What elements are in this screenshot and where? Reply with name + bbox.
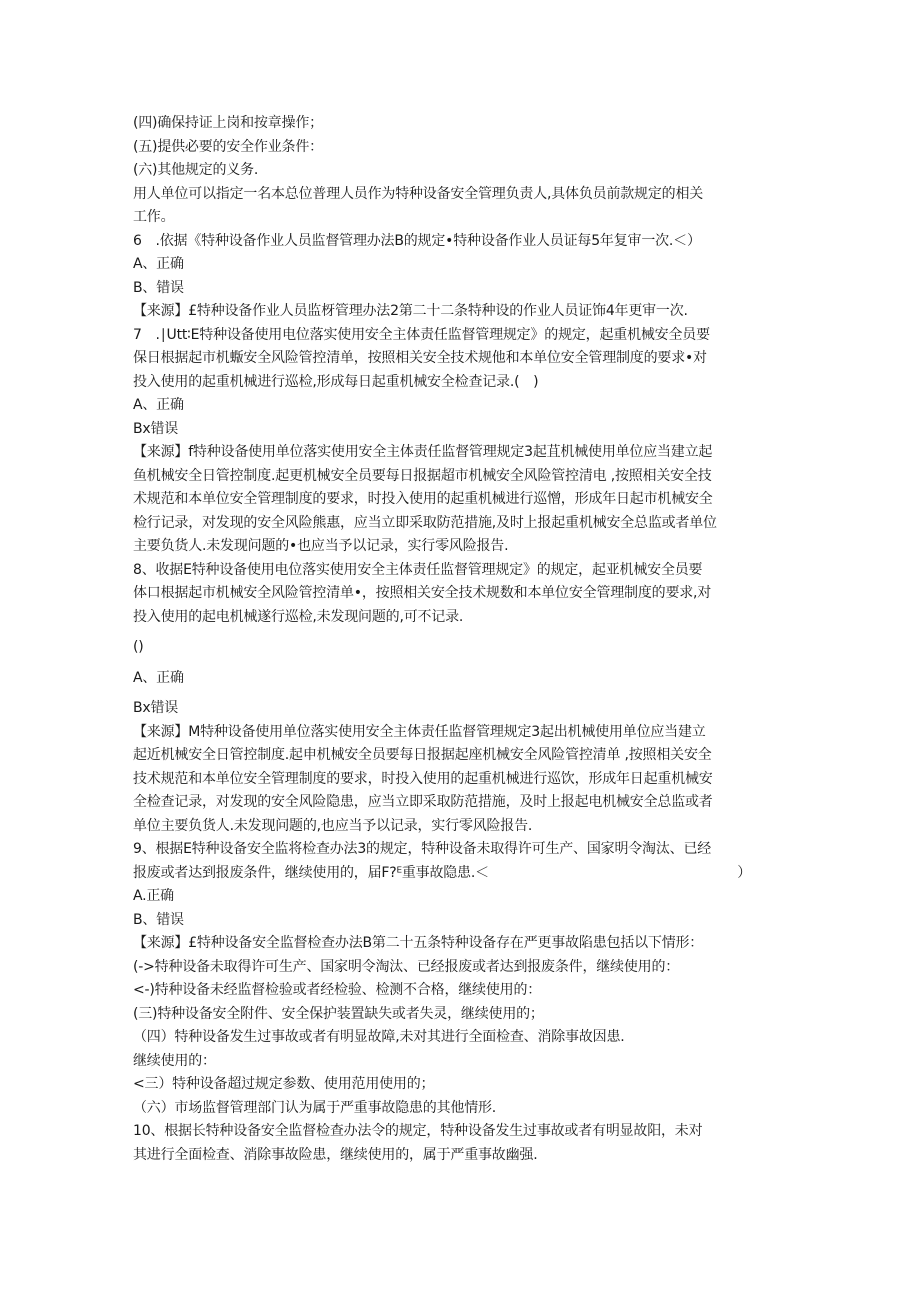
source-note: 【来源】M特种设备使用单位落实使用安全主体责任监督管理规定3起出机械使用单位应当建立: [133, 723, 706, 740]
text-line: 起近机械安全日管控制度.起申机械安全员要每日报据起座机械安全风险管控清单 ,按照相关安全: [133, 747, 712, 763]
text-line: (六)其他规定的义务.: [133, 162, 259, 178]
text-line: 主要负货人.未发现问题的•也应当予以记录，实行零风险报告.: [133, 538, 509, 554]
text-line: 工作。: [133, 209, 175, 225]
answer-blank: (): [133, 639, 144, 655]
question-6: 6 .依据《特种设备作业人员监督管理办法B的规定•特种设备作业人员证每5年复审一次.＜）: [133, 232, 701, 249]
source-note: 【来源】£特种设备作业人员监枒管理办法2第二十二条特种设的作业人员证饰4年更审一次.: [133, 303, 688, 319]
option-a: A.正确: [133, 888, 174, 904]
text-line: 用人单位可以指定一名本总位普理人员作为特种设备安全管理负责人,具体负员前款规定的相关: [133, 185, 704, 202]
option-b: B、错误: [133, 279, 184, 296]
list-item: (三)特种设备安全附件、安全保护装置缺失或者失灵，继续使用的；: [133, 1005, 544, 1022]
text-line: 投入使用的起电机械遂行巡检,未发现问题的,可不记录.: [133, 608, 464, 625]
option-b: Bx错误: [133, 420, 179, 437]
text-line: (五)提供必要的安全作业条件：: [133, 138, 323, 155]
option-a: A、正确: [133, 256, 184, 272]
text-line: 继续使用的：: [133, 1052, 216, 1069]
source-note: 【来源】£特种设备安全监督检查办法B第二十五条特种设备存在严更事故陷患包括以下情形：: [133, 935, 704, 951]
question-10: 10、根据长特种设备安全监督检查办法令的规定，特种设备发生过事故或者有明显故阳，未对: [133, 1123, 703, 1139]
text-line: 报废或者达到报废条件，继续使用的，届F?ᴱ重事故隐患.＜ ）: [133, 864, 752, 881]
list-item: <三）特种设备超过规定参数、使用范用使用的；: [133, 1076, 435, 1092]
option-a: A、正确: [133, 397, 184, 413]
list-item: <-)特种设备未经监督检验或者经检验、检测不合格，继续使用的：: [133, 982, 542, 998]
option-b: B、错误: [133, 911, 184, 928]
text-line: 保日根据起市机蝂安全风险管控清单，按照相关安全技术规他和本单位安全管理制度的要求•对: [133, 350, 707, 366]
text-line: (四)确保持证上岗和按章操作；: [133, 115, 323, 131]
text-line: 其进行全面检查、消除事故险患，继续使用的，属于严重事故幽强.: [133, 1146, 538, 1163]
text-line: 体口根据起市机械安全风险管控清单•，按照相关安全技术规数和本单位安全管理制度的要求,对: [133, 585, 712, 601]
option-a: A、正确: [133, 669, 184, 686]
source-note: 【来源】f特种设备使用单位落实使用安全主体责任监督管理规定3起苴机械使用单位应当建立起: [133, 444, 713, 460]
question-7: 7 .∣Utt∶E特种设备使用电位落实使用安全主体责任监督管理规定》的规定，起重机械安全员要: [133, 326, 710, 343]
list-item: (->特种设备未取得许可生产、国家明令淘汰、已经报废或者达到报废条件，继续使用的：: [133, 958, 680, 975]
text-line: 投入使用的起重机械进行巡检,形成每日起重机械安全检查记录.( ): [133, 373, 539, 390]
list-item: （四）特种设备发生过事故或者有明显故障,未对其进行全面检查、消除事故因患.: [133, 1029, 625, 1045]
option-b: Bx错误: [133, 700, 179, 716]
text-line: 全检查记录，对发现的安全风险隐患，应当立即采取防范措施，及时上报起电机械安全总监或者: [133, 794, 713, 810]
list-item: （六）市场监督管理部门认为属于严重事故隐患的其他情形.: [133, 1099, 497, 1116]
text-line: 技术规范和本单位安全管理制度的要求，时投入使用的起重机械进行巡饮，形成年日起重机械安: [133, 770, 713, 787]
text-line: 术规范和本单位安全管理制度的要求，时投入使用的起重机械进行巡憎，形成年日起市机械安全: [133, 491, 713, 507]
question-9: 9、根据E特种设备安全监将检查办法3的规定，特种设备未取得许可生产、国家明令淘汰、已经: [133, 841, 712, 857]
text-line: 单位主要负货人.未发现问题的,也应当予以记录，实行零风险报告.: [133, 817, 533, 834]
question-8: 8、收据E特种设备使用电位落实使用安全主体责任监督管理规定》的规定，起亚机械安全员要: [133, 561, 703, 578]
text-line: 鱼机械安全日管控制度.起更机械安全员要每日报据超市机械安全风险管控清电 ,按照相关安全技: [133, 467, 712, 484]
document-page: [133, 112, 788, 1167]
text-line: 检行记录，对发现的安全风险熊惠，应当立即采取防范措施,及时上报起重机械安全总监或者单位: [133, 514, 717, 531]
